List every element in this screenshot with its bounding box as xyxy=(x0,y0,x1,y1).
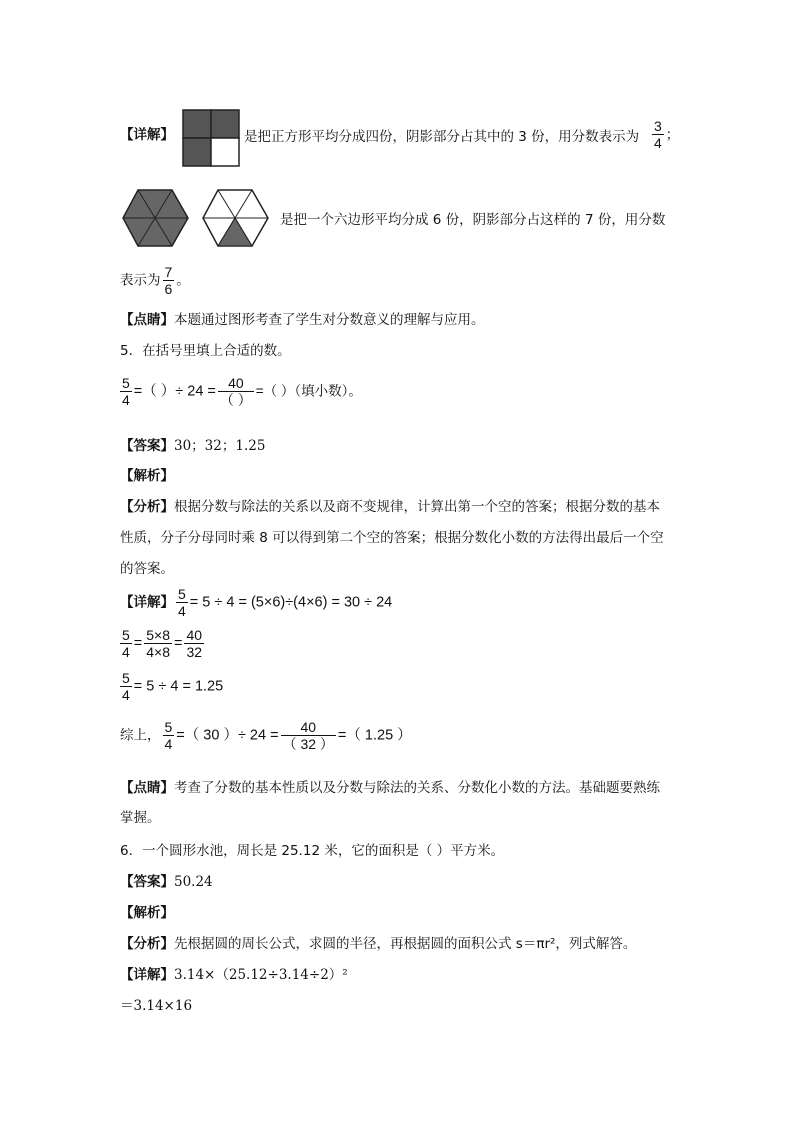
answer-6 xyxy=(120,872,213,892)
hexagon-partial-shaded xyxy=(203,190,268,246)
answer-text: 50.24 xyxy=(174,874,213,890)
hex-fraction xyxy=(163,264,175,297)
frac-den: 32 xyxy=(186,644,203,660)
square-quarter-blank xyxy=(211,138,239,166)
frac-den: （ 32 ） xyxy=(282,736,334,752)
square-description xyxy=(244,127,639,147)
square-text: 是把正方形平均分成四份，阴影部分占其中的 3 份，用分数表示为 xyxy=(244,129,640,145)
frac-num: 7 xyxy=(164,264,173,280)
frac-num: 5 xyxy=(178,586,186,602)
frac-40-32 xyxy=(184,627,204,660)
detail-text: ＝3.14×16 xyxy=(120,998,193,1014)
frac-num: 5 xyxy=(122,627,130,643)
question-5-title xyxy=(120,341,291,361)
detail-5-summary xyxy=(120,719,412,752)
frac-5-4 xyxy=(120,670,132,703)
frac-den: 4 xyxy=(164,736,173,752)
frac-den: 4 xyxy=(122,687,130,703)
hexagon-figures xyxy=(122,188,272,248)
comment-text: 掌握。 xyxy=(120,810,161,826)
frac-den: 4 xyxy=(654,135,662,151)
frac-num: 5×8 xyxy=(146,627,171,643)
hex-text-2: 表示为 xyxy=(120,272,161,289)
fenxi-5-line2 xyxy=(120,528,664,548)
comment-5-line2 xyxy=(120,808,161,828)
fenxi-text: 根据分数与除法的关系以及商不变规律，计算出第一个空的答案；根据分数的基本 xyxy=(174,499,660,515)
step3-text: = 5 ÷ 4 = 1.25 xyxy=(133,678,224,695)
summary-frac-40-32 xyxy=(281,719,336,752)
detail-text: 3.14×（25.12÷3.14÷2）² xyxy=(174,967,348,983)
fenxi-5-line1 xyxy=(120,497,660,517)
comment-5-line1 xyxy=(120,778,660,798)
frac-5-4 xyxy=(176,586,188,619)
frac-den: 4×8 xyxy=(146,644,171,660)
square-end: ； xyxy=(665,127,680,143)
frac-5-4 xyxy=(120,627,132,660)
question-text: 6．一个圆形水池，周长是 25.12 米，它的面积是（ ）平方米。 xyxy=(120,843,505,859)
detail-6-line2 xyxy=(120,996,192,1016)
square-quarter-shaded xyxy=(211,110,239,138)
question-6-title xyxy=(120,841,504,861)
fenxi-tag: 【分析】 xyxy=(120,936,174,952)
fenxi-text: 的答案。 xyxy=(120,561,174,577)
frac-5x8 xyxy=(144,627,172,660)
summary-eq2: =（ 1.25 ） xyxy=(337,727,412,744)
fenxi-tag: 【分析】 xyxy=(120,499,174,515)
fenxi-5-line3 xyxy=(120,559,174,579)
frac-den: 6 xyxy=(164,281,173,297)
frac-num: 40 xyxy=(186,627,203,643)
analysis-5 xyxy=(120,466,174,486)
frac-5-4 xyxy=(163,719,175,752)
detail-tag: 【详解】 xyxy=(120,967,174,983)
fenxi-text: 先根据圆的周长公式，求圆的半径，再根据圆的面积公式 s＝πr²，列式解答。 xyxy=(174,936,637,952)
frac-den: （ ） xyxy=(219,392,252,408)
fenxi-text: 性质，分子分母同时乘 8 可以得到第二个空的答案；根据分数化小数的方法得出最后一个空 xyxy=(120,530,664,546)
square-figure xyxy=(182,109,240,167)
detail-tag: 【详解】 xyxy=(120,127,174,143)
frac-den: 4 xyxy=(178,603,186,619)
hexagon-description xyxy=(280,210,665,230)
frac-num: 3 xyxy=(654,118,662,134)
fenxi-6 xyxy=(120,934,636,954)
square-quarter-shaded xyxy=(183,138,211,166)
hexagon-full-shaded xyxy=(123,190,188,246)
summary-prefix: 综上， xyxy=(120,727,161,744)
hex-end: 。 xyxy=(176,272,190,289)
summary-eq1: =（ 30 ）÷ 24 = xyxy=(176,727,279,744)
frac-den: 4 xyxy=(122,644,130,660)
frac-num: 40 xyxy=(300,719,317,735)
square-fraction xyxy=(650,118,679,151)
comment-1 xyxy=(120,310,485,330)
question-5-equation xyxy=(118,375,362,408)
q5-frac-5-4 xyxy=(120,375,132,408)
detail-6-line1 xyxy=(120,965,348,985)
answer-5 xyxy=(120,436,265,456)
detail-5-step1 xyxy=(120,586,392,619)
frac-den: 4 xyxy=(122,392,130,408)
square-quarter-shaded xyxy=(183,110,211,138)
q5-frac-40 xyxy=(218,375,254,408)
frac-num: 40 xyxy=(228,375,244,391)
hex-text: 是把一个六边形平均分成 6 份，阴影部分占这样的 7 份，用分数 xyxy=(280,212,666,228)
hexagon-description-2 xyxy=(120,264,190,297)
question-text: 5．在括号里填上合适的数。 xyxy=(120,343,291,359)
frac-num: 5 xyxy=(122,670,130,686)
frac-num: 5 xyxy=(164,719,173,735)
q5-eq2: =（ ）（填小数）。 xyxy=(255,383,362,399)
frac-num: 5 xyxy=(122,375,130,391)
analysis-tag: 【解析】 xyxy=(120,468,174,484)
q5-eq1: =（ ）÷ 24 = xyxy=(133,383,216,400)
detail-5-step2: $\frac{5}{4}$ = $\frac{5\times 8}{4\times 8}$ = $\frac{40}{32}$ xyxy=(122,627,203,660)
comment-tag: 【点睛】 xyxy=(120,780,174,796)
analysis-6 xyxy=(120,903,174,923)
answer-tag: 【答案】 xyxy=(120,874,174,890)
comment-tag: 【点睛】 xyxy=(120,312,174,328)
answer-tag: 【答案】 xyxy=(120,438,174,454)
detail-square-line xyxy=(120,125,174,145)
step1-text: = 5 ÷ 4 = (5×6)÷(4×6) = 30 ÷ 24 xyxy=(189,594,393,611)
answer-text: 30；32；1.25 xyxy=(174,438,266,454)
comment-text: 考查了分数的基本性质以及分数与除法的关系、分数化小数的方法。基础题要熟练 xyxy=(174,780,660,796)
analysis-tag: 【解析】 xyxy=(120,905,174,921)
comment-text: 本题通过图形考查了学生对分数意义的理解与应用。 xyxy=(174,312,485,328)
detail-tag: 【详解】 xyxy=(120,594,174,611)
detail-5-step3 xyxy=(118,670,223,703)
